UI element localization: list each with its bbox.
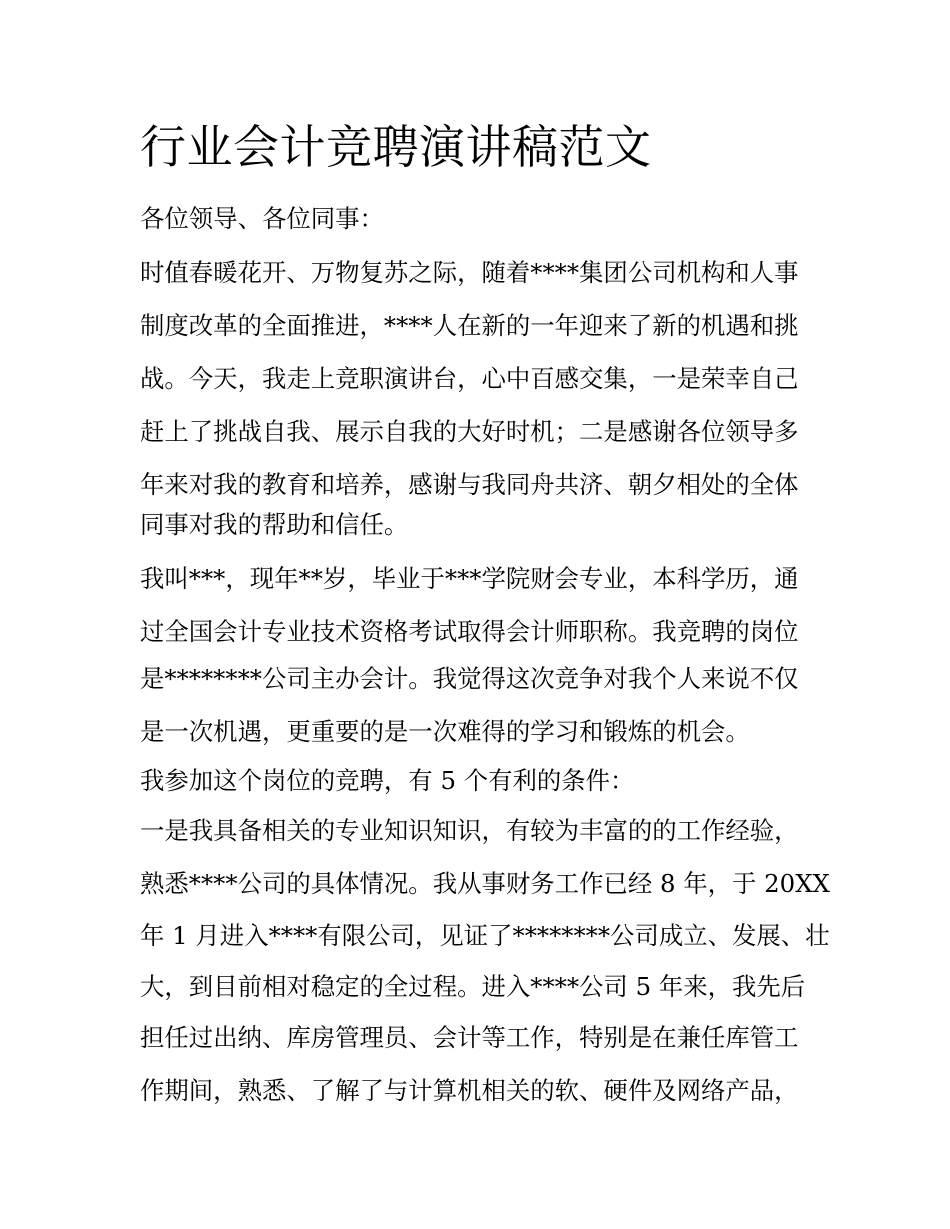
body-line: 大，到目前相对稳定的全过程。进入****公司 5 年来，我先后 [140, 972, 806, 1001]
body-line: 担任过出纳、库房管理员、会计等工作，特别是在兼任库管工 [140, 1023, 799, 1052]
body-line: 我参加这个岗位的竞聘，有 5 个有利的条件： [140, 766, 635, 795]
body-line: 同事对我的帮助和信任。 [140, 510, 409, 539]
body-line: 过全国会计专业技术资格考试取得会计师职称。我竞聘的岗位 [140, 617, 799, 646]
body-line: 赶上了挑战自我、展示自我的大好时机；二是感谢各位领导多 [140, 417, 799, 446]
body-line: 作期间，熟悉、了解了与计算机相关的软、硬件及网络产品， [140, 1076, 799, 1105]
document-title: 行业会计竞聘演讲稿范文 [140, 120, 652, 174]
body-line: 战。今天，我走上竞职演讲台，心中百感交集，一是荣幸自己 [140, 364, 799, 393]
body-line: 年来对我的教育和培养，感谢与我同舟共济、朝夕相处的全体 [140, 470, 799, 499]
body-line: 制度改革的全面推进，****人在新的一年迎来了新的机遇和挑 [140, 311, 799, 340]
body-line: 我叫***，现年**岁，毕业于***学院财会专业，本科学历，通 [140, 564, 799, 593]
body-line: 是一次机遇，更重要的是一次难得的学习和锻炼的机会。 [140, 717, 750, 746]
salutation-line: 各位领导、各位同事： [140, 204, 384, 233]
body-line: 一是我具备相关的专业知识知识，有较为丰富的的工作经验， [140, 816, 799, 845]
body-line: 熟悉****公司的具体情况。我从事财务工作已经 8 年，于 20XX [140, 869, 830, 898]
body-line: 是********公司主办会计。我觉得这次竞争对我个人来说不仅 [140, 664, 799, 693]
body-line: 年 1 月进入****有限公司，见证了********公司成立、发展、壮 [140, 921, 830, 950]
body-line: 时值春暖花开、万物复苏之际，随着****集团公司机构和人事 [140, 258, 799, 287]
